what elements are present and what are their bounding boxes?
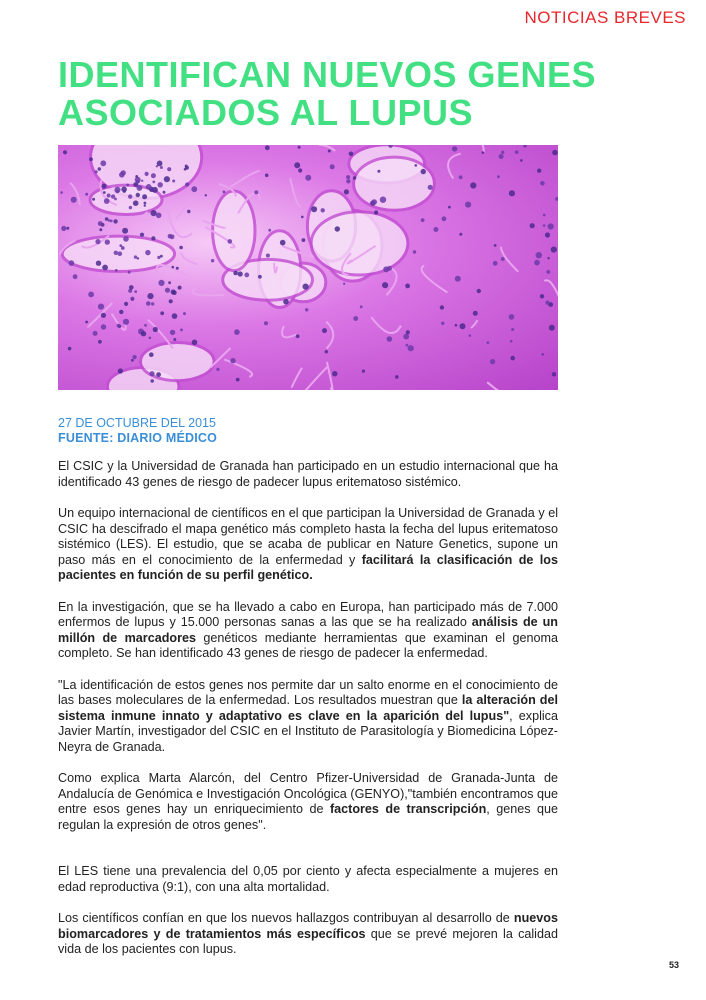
section-label: NOTICIAS BREVES bbox=[524, 8, 686, 27]
text-run: En la investigación, que se ha llevado a cabo en Europa, han participado más de 7.000 enfermos de lupus y 15.000 personas sanas a las que se ha realizado bbox=[58, 599, 558, 629]
paragraph bbox=[58, 771, 558, 833]
paragraph bbox=[58, 506, 558, 584]
paragraph bbox=[58, 678, 558, 756]
paragraph bbox=[58, 864, 558, 895]
text-run: genéticos mediante herramientas que examinan el genoma completo. Se han identificado 43 genes de riesgo de padecer la enfermedad. bbox=[58, 630, 558, 660]
paragraph bbox=[58, 600, 558, 662]
text-run: El LES tiene una prevalencia del 0,05 por ciento y afecta especialmente a mujeres en edad reproductiva (9:1), con una alta mortalidad. bbox=[58, 864, 558, 894]
bold-text: la alteración del sistema inmune innato y adaptativo es clave en la aparición del lupus" bbox=[58, 693, 558, 723]
paragraph bbox=[58, 911, 558, 958]
text-run: , explica Javier Martín, investigador del CSIC en el Instituto de Parasitología y Biomedicina López-Neyra de Granada. bbox=[58, 708, 558, 754]
bold-text: análisis de un millón de marcadores bbox=[58, 615, 558, 645]
text-run: El CSIC y la Universidad de Granada han participado en un estudio internacional que ha identificado 43 genes de riesgo de padecer lupus eritematoso sistémico. bbox=[58, 459, 558, 489]
text-run: Como explica Marta Alarcón, del Centro Pfizer-Universidad de Granada-Junta de Andalucía de Genómica e Investigación Oncológica (GENYO),"también encontramos que entre esos genes hay un enriquecimiento de bbox=[58, 771, 558, 816]
article-body bbox=[58, 459, 558, 974]
text-run: Un equipo internacional de científicos en el que participan la Universidad de Granada y el CSIC ha descifrado el mapa genético más completo hasta la fecha del lupus eritematoso sistémico (LES). El estudio, que se acaba de publicar en Nature Genetics, supone un paso más en el conocimiento de la enfermedad y bbox=[58, 506, 558, 567]
article-title: IDENTIFICAN NUEVOS GENES ASOCIADOS AL LUPUS bbox=[58, 54, 597, 133]
paragraph bbox=[58, 459, 558, 490]
histology-photo bbox=[58, 145, 558, 390]
page-number: 53 bbox=[668, 960, 679, 970]
text-run: , genes que regulan la expresión de otros genes". bbox=[58, 802, 558, 832]
bold-text: facilitará la clasificación de los pacientes en función de su perfil genético. bbox=[58, 552, 558, 582]
bold-text: factores de transcripción bbox=[329, 802, 487, 816]
text-run: Los científicos confían en que los nuevos hallazgos contribuyan al desarrollo de bbox=[58, 911, 514, 925]
article-date: 27 DE OCTUBRE DEL 2015 bbox=[58, 416, 216, 430]
text-run: que se prevé mejoren la calidad vida de los pacientes con lupus. bbox=[58, 926, 558, 956]
text-run: "La identificación de estos genes nos permite dar un salto enorme en el conocimiento de las bases moleculares de la enfermedad. Los resultados muestran que bbox=[58, 677, 558, 707]
bold-text: nuevos biomarcadores y de tratamientos más específicos bbox=[58, 911, 558, 941]
article-source: FUENTE: DIARIO MÉDICO bbox=[58, 431, 218, 445]
